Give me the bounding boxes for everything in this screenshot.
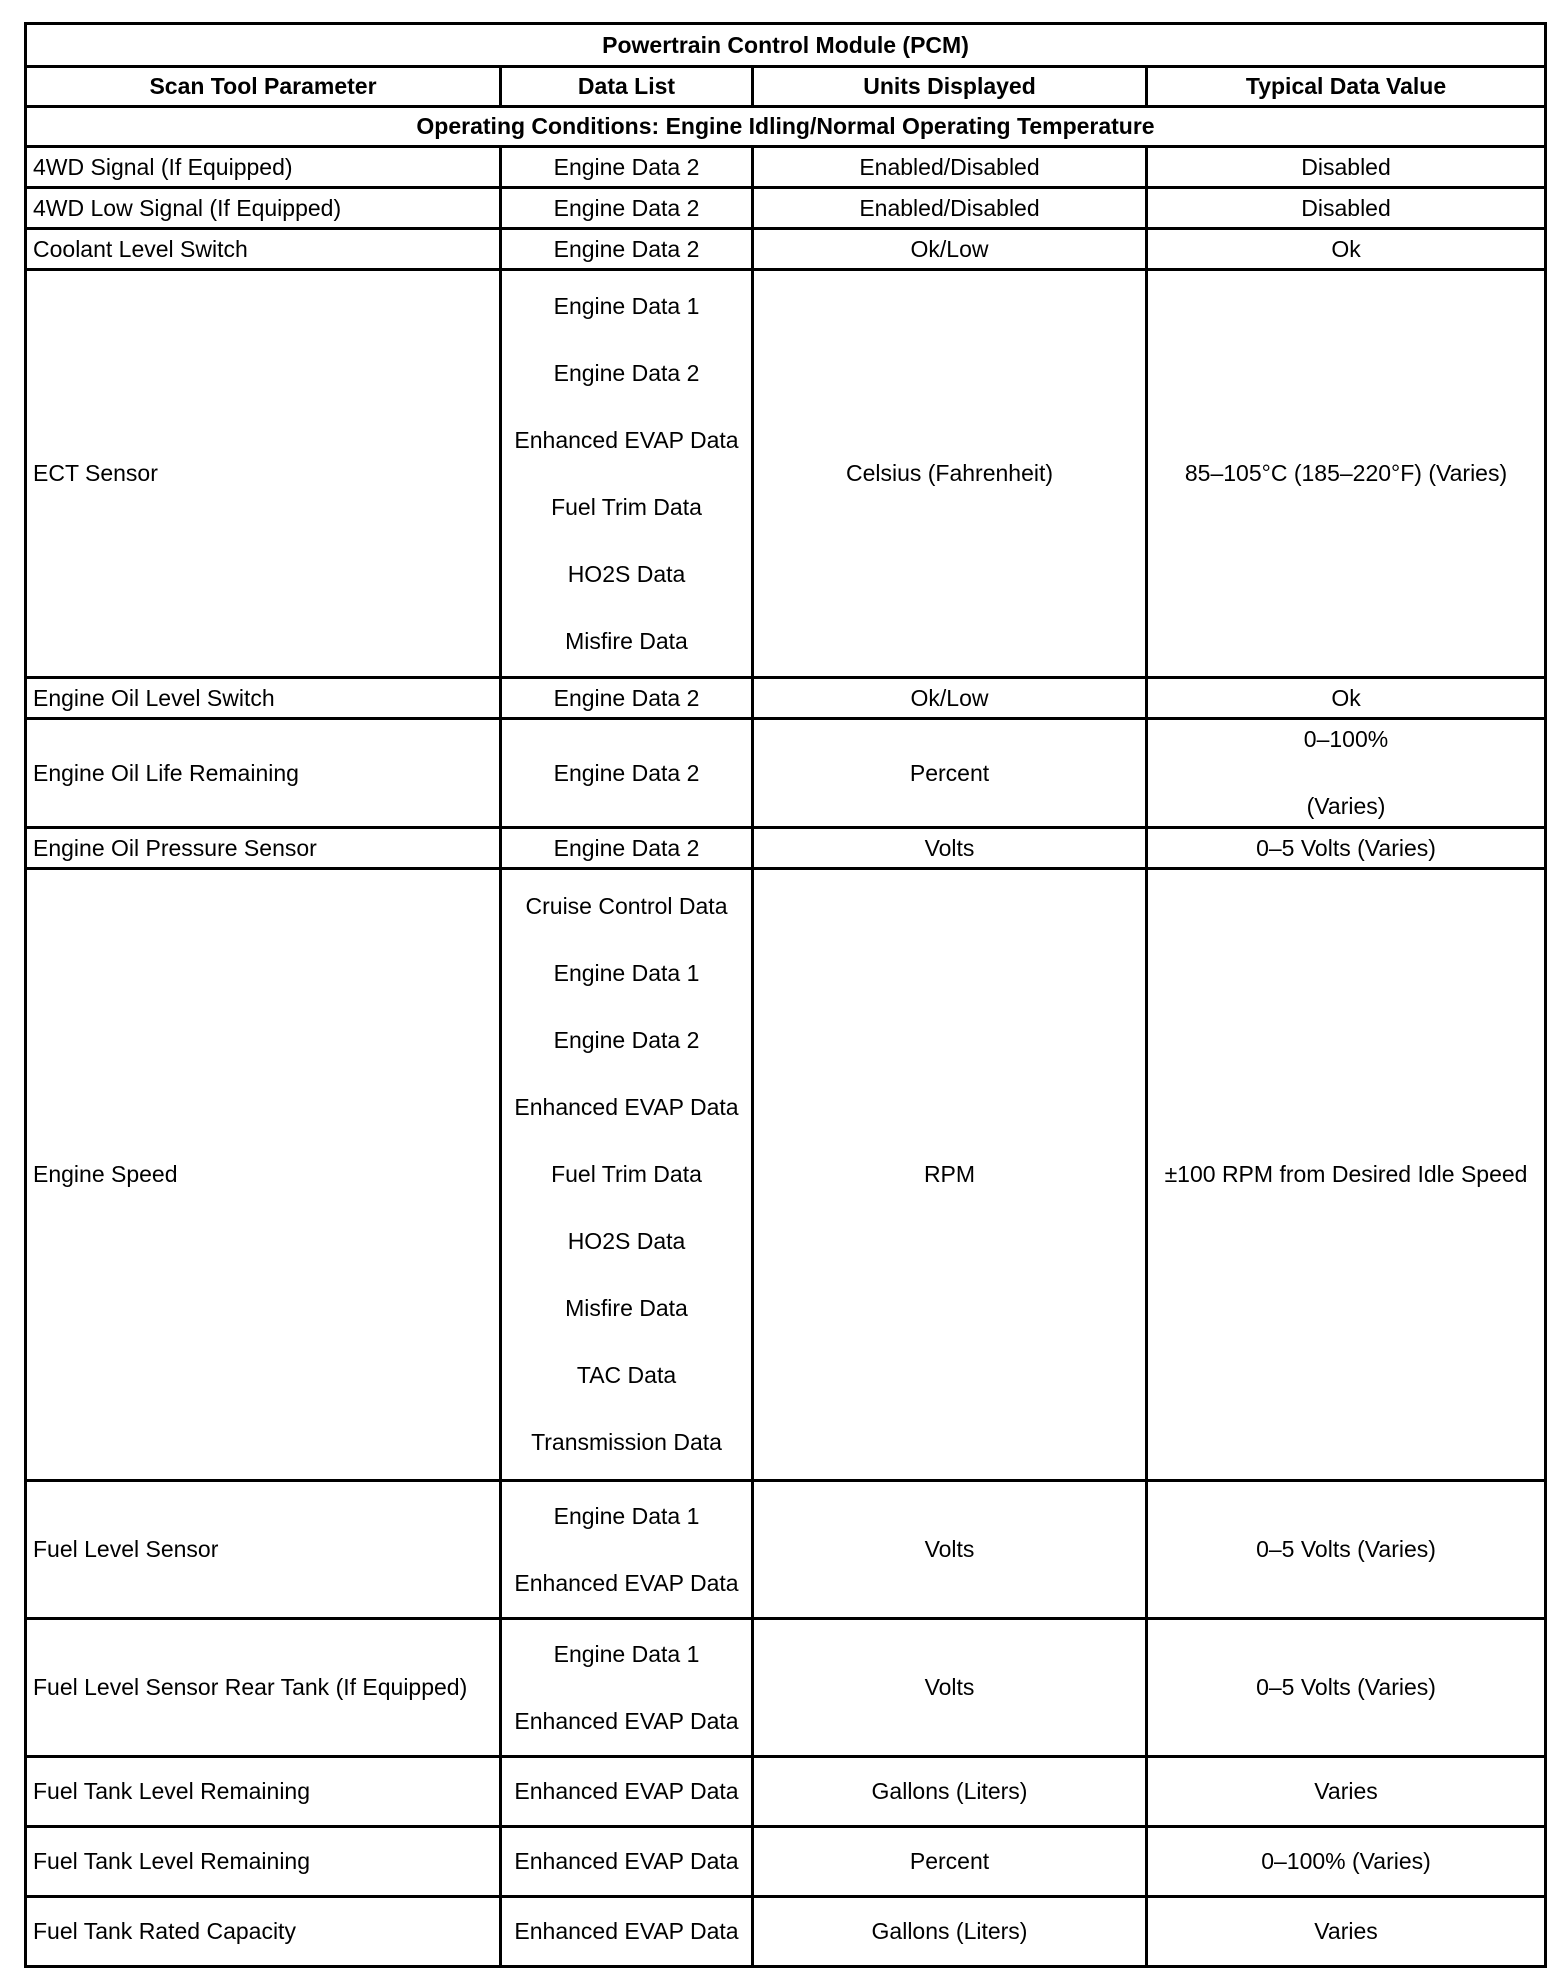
data-list-entry: Engine Data 2 <box>553 235 700 262</box>
cell-data-list <box>501 1757 753 1827</box>
cell-scan-tool-parameter: Fuel Tank Level Remaining <box>26 1827 501 1897</box>
cell-units-displayed: Ok/Low <box>753 229 1147 270</box>
header-scan-tool-parameter: Scan Tool Parameter <box>26 67 501 107</box>
data-list-entry: Enhanced EVAP Data <box>514 1848 739 1874</box>
table-row <box>26 188 1546 229</box>
typical-value-line: Varies <box>1314 1778 1378 1804</box>
data-list-entry: Engine Data 1 <box>553 1502 700 1529</box>
data-list-entry: HO2S Data <box>567 1228 686 1254</box>
data-list-entry: HO2S Data <box>567 560 686 587</box>
cell-scan-tool-parameter: Engine Oil Life Remaining <box>26 719 501 828</box>
cell-scan-tool-parameter: Engine Speed <box>26 869 501 1481</box>
cell-data-list <box>501 1827 753 1897</box>
header-typical-data-value: Typical Data Value <box>1147 67 1546 107</box>
cell-scan-tool-parameter: Fuel Level Sensor Rear Tank (If Equipped) <box>26 1619 501 1757</box>
cell-units-displayed: Celsius (Fahrenheit) <box>753 270 1147 678</box>
cell-units-displayed: Volts <box>753 1481 1147 1619</box>
typical-value-line: 0–100% (Varies) <box>1261 1848 1431 1874</box>
cell-typical-data-value <box>1147 229 1546 270</box>
cell-scan-tool-parameter: Coolant Level Switch <box>26 229 501 270</box>
cell-typical-data-value <box>1147 719 1546 828</box>
typical-value-line: Disabled <box>1301 153 1391 180</box>
data-list-entry: Misfire Data <box>565 1295 688 1321</box>
cell-typical-data-value <box>1147 188 1546 229</box>
cell-data-list <box>501 1619 753 1757</box>
table-row <box>26 678 1546 719</box>
cell-units-displayed: Percent <box>753 719 1147 828</box>
cell-data-list <box>501 1481 753 1619</box>
cell-scan-tool-parameter: 4WD Signal (If Equipped) <box>26 147 501 188</box>
cell-typical-data-value <box>1147 1619 1546 1757</box>
typical-value-line: 85–105°C (185–220°F) (Varies) <box>1184 460 1508 486</box>
data-list-entry: Engine Data 2 <box>553 194 700 221</box>
table-row <box>26 147 1546 188</box>
cell-typical-data-value <box>1147 147 1546 188</box>
data-list-entry: Enhanced EVAP Data <box>514 1778 739 1804</box>
cell-scan-tool-parameter: Fuel Tank Level Remaining <box>26 1757 501 1827</box>
cell-units-displayed: RPM <box>753 869 1147 1481</box>
cell-data-list <box>501 869 753 1481</box>
cell-scan-tool-parameter: ECT Sensor <box>26 270 501 678</box>
header-units-displayed: Units Displayed <box>753 67 1147 107</box>
data-list-entry: Engine Data 1 <box>553 1640 700 1667</box>
data-list-entry: Engine Data 2 <box>553 834 700 861</box>
cell-units-displayed: Enabled/Disabled <box>753 147 1147 188</box>
table-title-row <box>26 24 1546 67</box>
cell-typical-data-value <box>1147 1481 1546 1619</box>
cell-typical-data-value <box>1147 1757 1546 1827</box>
typical-value-line: Disabled <box>1301 194 1391 221</box>
data-list-entry: Enhanced EVAP Data <box>514 426 739 453</box>
data-list-entry: Enhanced EVAP Data <box>514 1569 739 1596</box>
typical-value-line: 0–5 Volts (Varies) <box>1256 1536 1436 1562</box>
data-list-entry: Fuel Trim Data <box>551 493 702 520</box>
cell-typical-data-value <box>1147 828 1546 869</box>
cell-scan-tool-parameter: 4WD Low Signal (If Equipped) <box>26 188 501 229</box>
data-list-entry: Cruise Control Data <box>525 893 728 919</box>
table-row <box>26 1481 1546 1619</box>
typical-value-line: ±100 RPM from Desired Idle Speed <box>1164 1161 1528 1187</box>
cell-scan-tool-parameter: Fuel Tank Rated Capacity <box>26 1897 501 1967</box>
cell-scan-tool-parameter: Engine Oil Level Switch <box>26 678 501 719</box>
cell-units-displayed: Ok/Low <box>753 678 1147 719</box>
cell-units-displayed: Volts <box>753 1619 1147 1757</box>
data-list-entry: Enhanced EVAP Data <box>514 1707 739 1734</box>
typical-value-line: 0–5 Volts (Varies) <box>1256 1674 1436 1700</box>
data-list-entry: Engine Data 2 <box>553 359 700 386</box>
cell-data-list <box>501 229 753 270</box>
typical-value-line: Varies <box>1314 1918 1378 1944</box>
table-header-row <box>26 67 1546 107</box>
data-list-entry: Misfire Data <box>565 627 688 654</box>
section-row <box>26 107 1546 147</box>
table-row <box>26 869 1546 1481</box>
data-list-entry: Enhanced EVAP Data <box>514 1918 739 1944</box>
cell-units-displayed: Enabled/Disabled <box>753 188 1147 229</box>
table-row <box>26 1897 1546 1967</box>
cell-typical-data-value <box>1147 678 1546 719</box>
cell-scan-tool-parameter: Fuel Level Sensor <box>26 1481 501 1619</box>
cell-data-list <box>501 719 753 828</box>
table-body <box>26 107 1546 1967</box>
cell-data-list <box>501 828 753 869</box>
data-list-entry: Engine Data 1 <box>553 960 700 986</box>
data-list-entry: Engine Data 1 <box>553 292 700 319</box>
cell-typical-data-value <box>1147 869 1546 1481</box>
cell-units-displayed: Volts <box>753 828 1147 869</box>
data-list-entry: Engine Data 2 <box>553 1027 700 1053</box>
cell-data-list <box>501 147 753 188</box>
table-row <box>26 1619 1546 1757</box>
table-title: Powertrain Control Module (PCM) <box>26 24 1546 67</box>
table-row <box>26 828 1546 869</box>
data-list-entry: TAC Data <box>576 1362 677 1388</box>
cell-data-list <box>501 188 753 229</box>
data-list-entry: Transmission Data <box>531 1429 722 1455</box>
data-list-entry: Engine Data 2 <box>553 684 700 711</box>
operating-conditions: Operating Conditions: Engine Idling/Normal Operating Temperature <box>26 107 1546 147</box>
typical-value-line: (Varies) <box>1306 793 1386 819</box>
data-list-entry: Fuel Trim Data <box>551 1161 702 1187</box>
cell-data-list <box>501 678 753 719</box>
cell-units-displayed: Gallons (Liters) <box>753 1897 1147 1967</box>
table-row <box>26 1827 1546 1897</box>
data-list-entry: Enhanced EVAP Data <box>514 1094 739 1120</box>
typical-value-line: 0–5 Volts (Varies) <box>1256 834 1436 861</box>
typical-value-line: 0–100% <box>1303 726 1389 752</box>
cell-units-displayed: Percent <box>753 1827 1147 1897</box>
cell-typical-data-value <box>1147 1897 1546 1967</box>
cell-scan-tool-parameter: Engine Oil Pressure Sensor <box>26 828 501 869</box>
typical-value-line: Ok <box>1331 684 1361 711</box>
table-row <box>26 719 1546 828</box>
table-row <box>26 229 1546 270</box>
cell-data-list <box>501 270 753 678</box>
table-row <box>26 270 1546 678</box>
cell-typical-data-value <box>1147 1827 1546 1897</box>
cell-data-list <box>501 1897 753 1967</box>
pcm-data-table <box>24 22 1547 1968</box>
typical-value-line: Ok <box>1331 235 1361 262</box>
table-row <box>26 1757 1546 1827</box>
header-data-list: Data List <box>501 67 753 107</box>
cell-units-displayed: Gallons (Liters) <box>753 1757 1147 1827</box>
data-list-entry: Engine Data 2 <box>553 759 700 786</box>
cell-typical-data-value <box>1147 270 1546 678</box>
data-list-entry: Engine Data 2 <box>553 153 700 180</box>
